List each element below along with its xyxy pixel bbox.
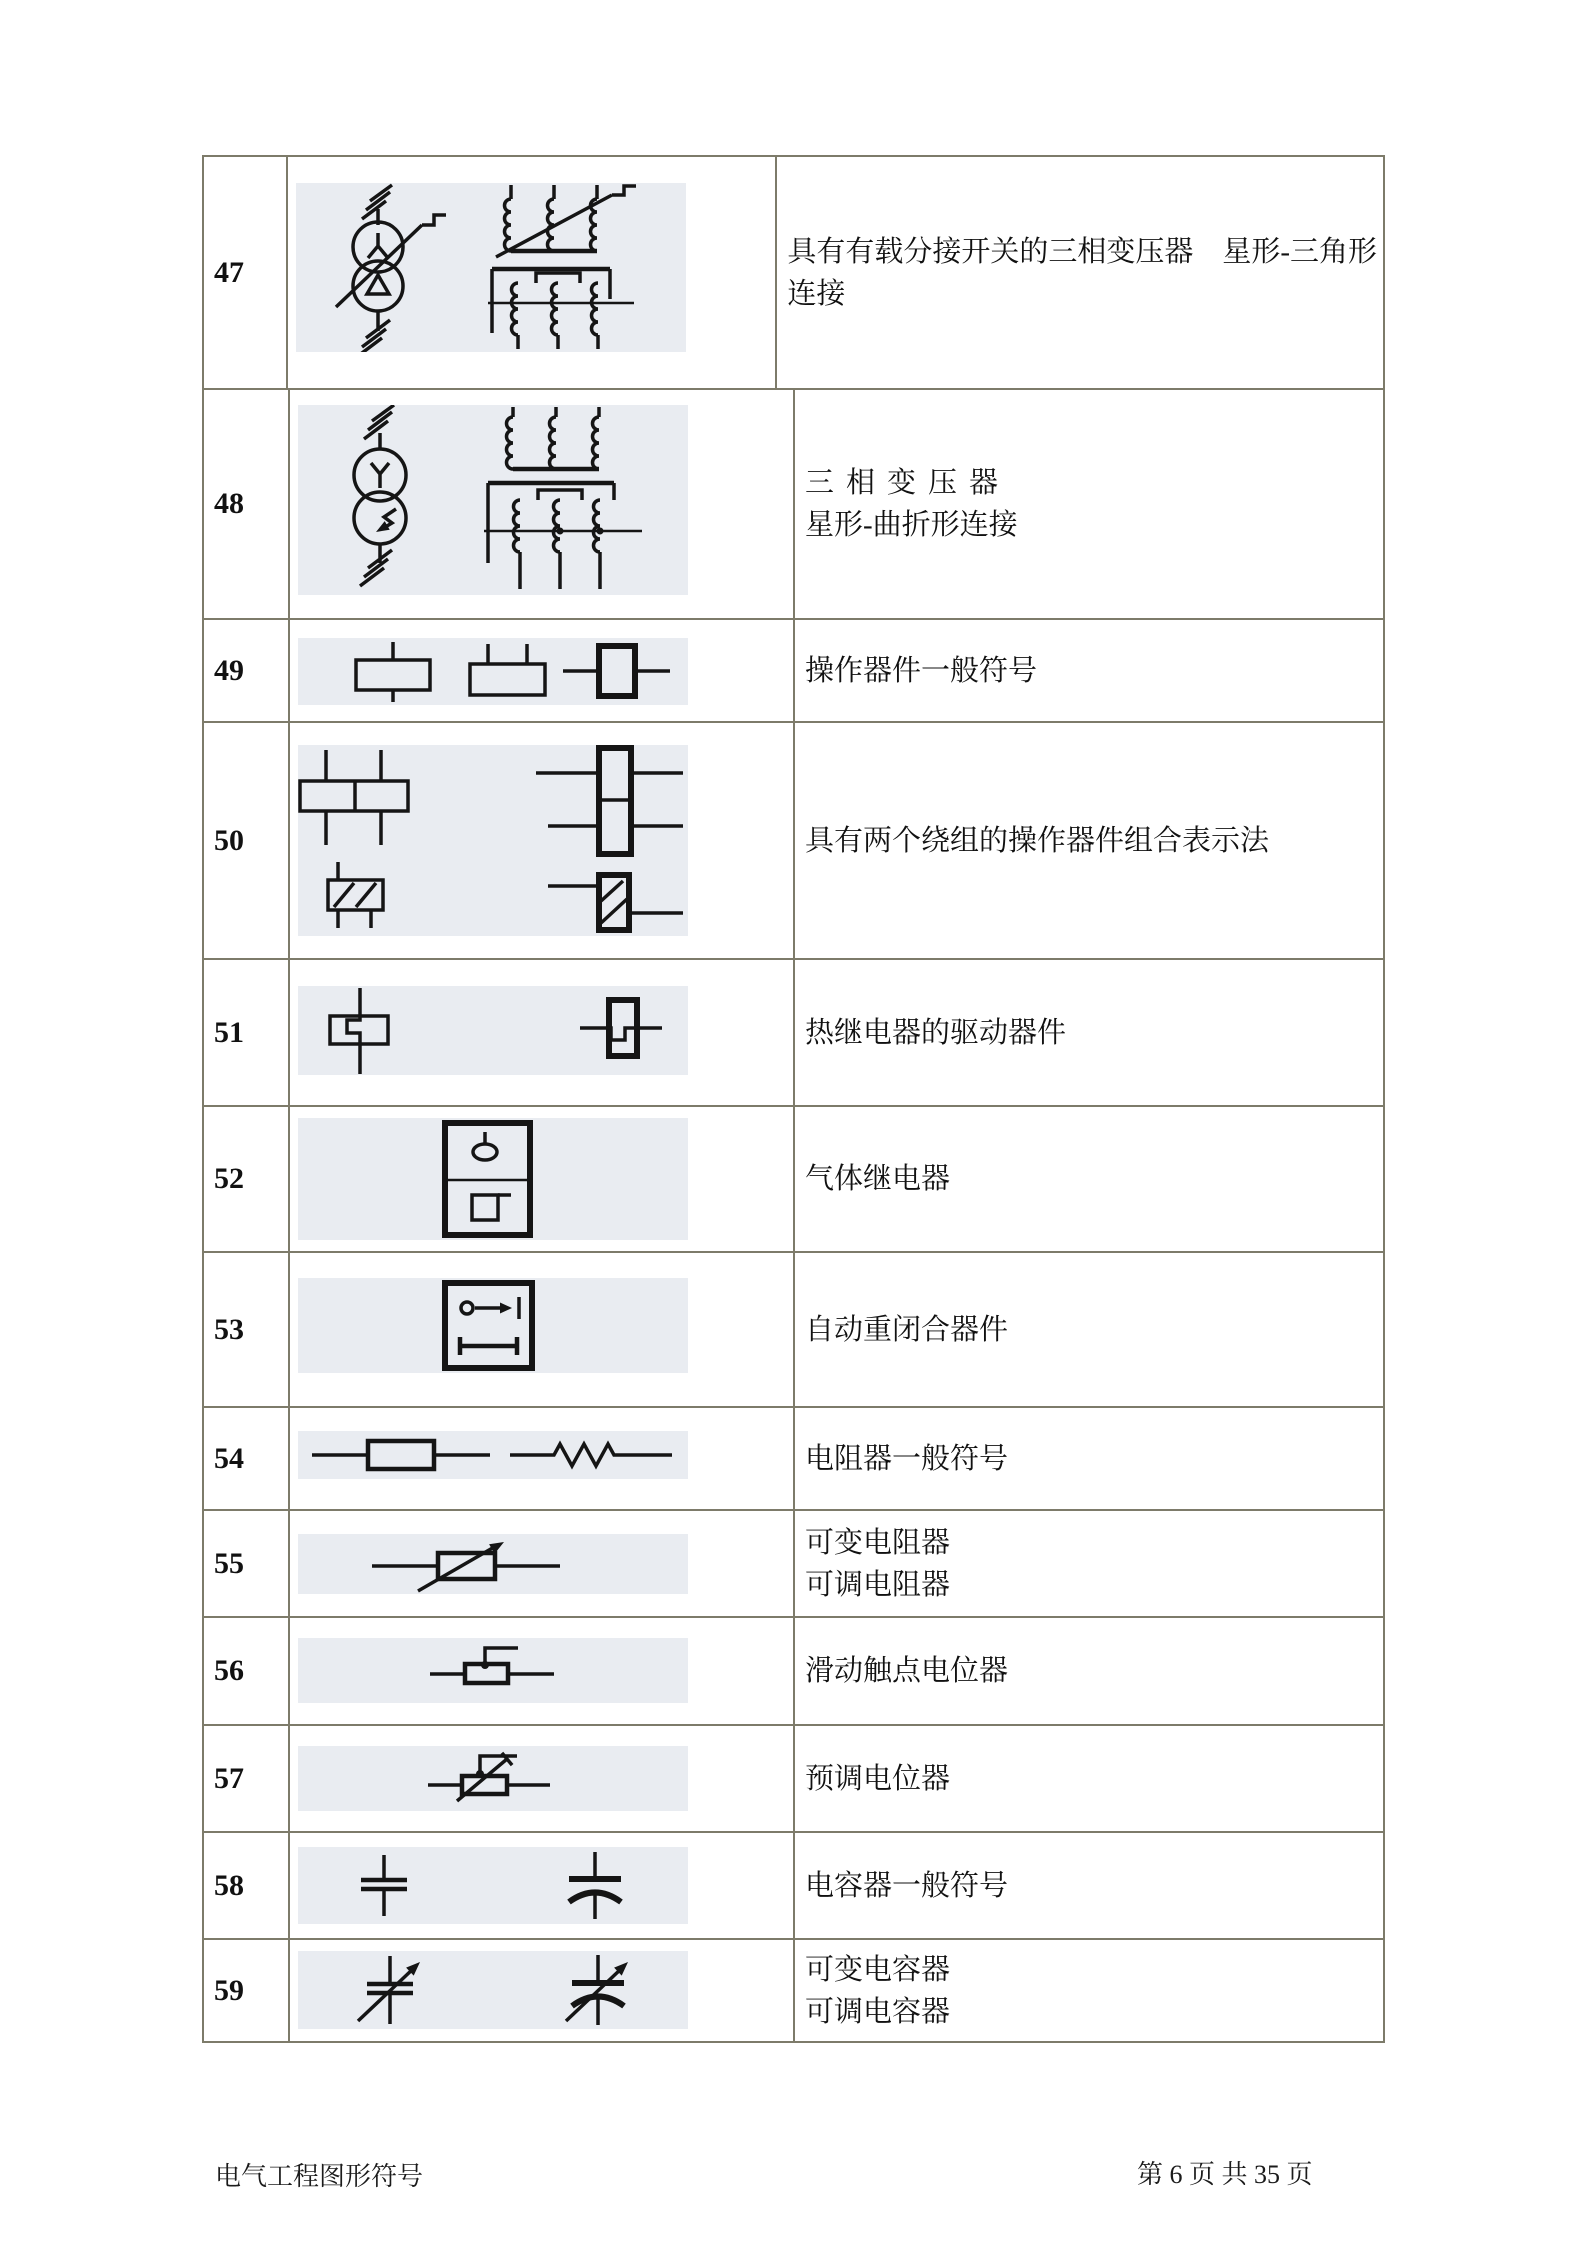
table-row bbox=[204, 157, 1383, 388]
preset-potentiometer-symbol bbox=[298, 1746, 688, 1811]
row-number: 59 bbox=[204, 1940, 290, 2041]
row-number: 50 bbox=[204, 723, 290, 958]
transformer-3ph-star-zigzag-symbol bbox=[298, 405, 688, 595]
footer-page-number: 第 6 页 共 35 页 bbox=[1137, 2160, 1313, 2189]
symbol-cell bbox=[290, 1107, 795, 1251]
table-row bbox=[204, 388, 1383, 618]
symbol-cell bbox=[290, 1408, 795, 1509]
symbol-cell bbox=[290, 1833, 795, 1938]
actuator-two-windings-symbol bbox=[298, 745, 688, 936]
description: 电阻器一般符号 bbox=[805, 1442, 1009, 1475]
table-row bbox=[204, 1938, 1383, 2041]
symbol-cell bbox=[290, 1618, 795, 1724]
row-number: 49 bbox=[204, 620, 290, 721]
transformer-3ph-star-delta-tapchanger-symbol bbox=[296, 183, 686, 352]
table-row bbox=[204, 1509, 1383, 1616]
gas-relay-symbol bbox=[298, 1118, 688, 1240]
row-number: 58 bbox=[204, 1833, 290, 1938]
row-number: 57 bbox=[204, 1726, 290, 1831]
row-number: 47 bbox=[204, 157, 288, 388]
symbol-cell bbox=[290, 1726, 795, 1831]
description: 可变电容器 可调电容器 bbox=[805, 1953, 951, 2028]
description: 三相变压器 星形-曲折形连接 bbox=[805, 467, 1018, 541]
description: 预调电位器 bbox=[805, 1762, 951, 1795]
row-number: 53 bbox=[204, 1253, 290, 1406]
row-number: 55 bbox=[204, 1511, 290, 1616]
footer-document-title: 电气工程图形符号 bbox=[215, 2162, 424, 2191]
symbol-cell bbox=[290, 1253, 795, 1406]
row-number: 54 bbox=[204, 1408, 290, 1509]
description: 自动重闭合器件 bbox=[805, 1313, 1009, 1346]
table-row bbox=[204, 1724, 1383, 1831]
row-number: 51 bbox=[204, 960, 290, 1105]
description: 操作器件一般符号 bbox=[805, 654, 1038, 687]
symbol-cell bbox=[290, 1940, 795, 2041]
description: 具有两个绕组的操作器件组合表示法 bbox=[805, 824, 1270, 857]
table-row bbox=[204, 721, 1383, 958]
table-row bbox=[204, 958, 1383, 1105]
actuator-general-symbol bbox=[298, 638, 688, 705]
variable-resistor-symbol bbox=[298, 1534, 688, 1594]
table-row bbox=[204, 1251, 1383, 1406]
symbol-cell bbox=[290, 960, 795, 1105]
thermal-relay-drive-symbol bbox=[298, 986, 688, 1075]
symbol-cell bbox=[288, 157, 778, 388]
symbol-cell bbox=[290, 390, 795, 618]
table-row bbox=[204, 1616, 1383, 1724]
auto-reclose-device-symbol bbox=[298, 1278, 688, 1373]
symbol-cell bbox=[290, 620, 795, 721]
description: 滑动触点电位器 bbox=[805, 1655, 1009, 1687]
symbol-cell bbox=[290, 723, 795, 958]
description: 气体继电器 bbox=[805, 1163, 951, 1195]
row-number: 56 bbox=[204, 1618, 290, 1724]
description: 电容器一般符号 bbox=[805, 1869, 1009, 1902]
row-number: 52 bbox=[204, 1107, 290, 1251]
table-row bbox=[204, 1831, 1383, 1938]
table-row bbox=[204, 1105, 1383, 1251]
description: 可变电阻器 可调电阻器 bbox=[805, 1526, 951, 1601]
symbol-cell bbox=[290, 1511, 795, 1616]
variable-capacitor-symbol bbox=[298, 1951, 688, 2029]
capacitor-general-symbol bbox=[298, 1847, 688, 1924]
description: 具有有载分接开关的三相变压器 星形-三角形 连接 bbox=[787, 235, 1377, 310]
sliding-contact-potentiometer-symbol bbox=[298, 1638, 688, 1703]
symbol-table bbox=[202, 155, 1385, 2043]
resistor-general-symbol bbox=[298, 1431, 688, 1479]
table-row bbox=[204, 1406, 1383, 1509]
description: 热继电器的驱动器件 bbox=[805, 1016, 1067, 1049]
row-number: 48 bbox=[204, 390, 290, 618]
table-row bbox=[204, 618, 1383, 721]
